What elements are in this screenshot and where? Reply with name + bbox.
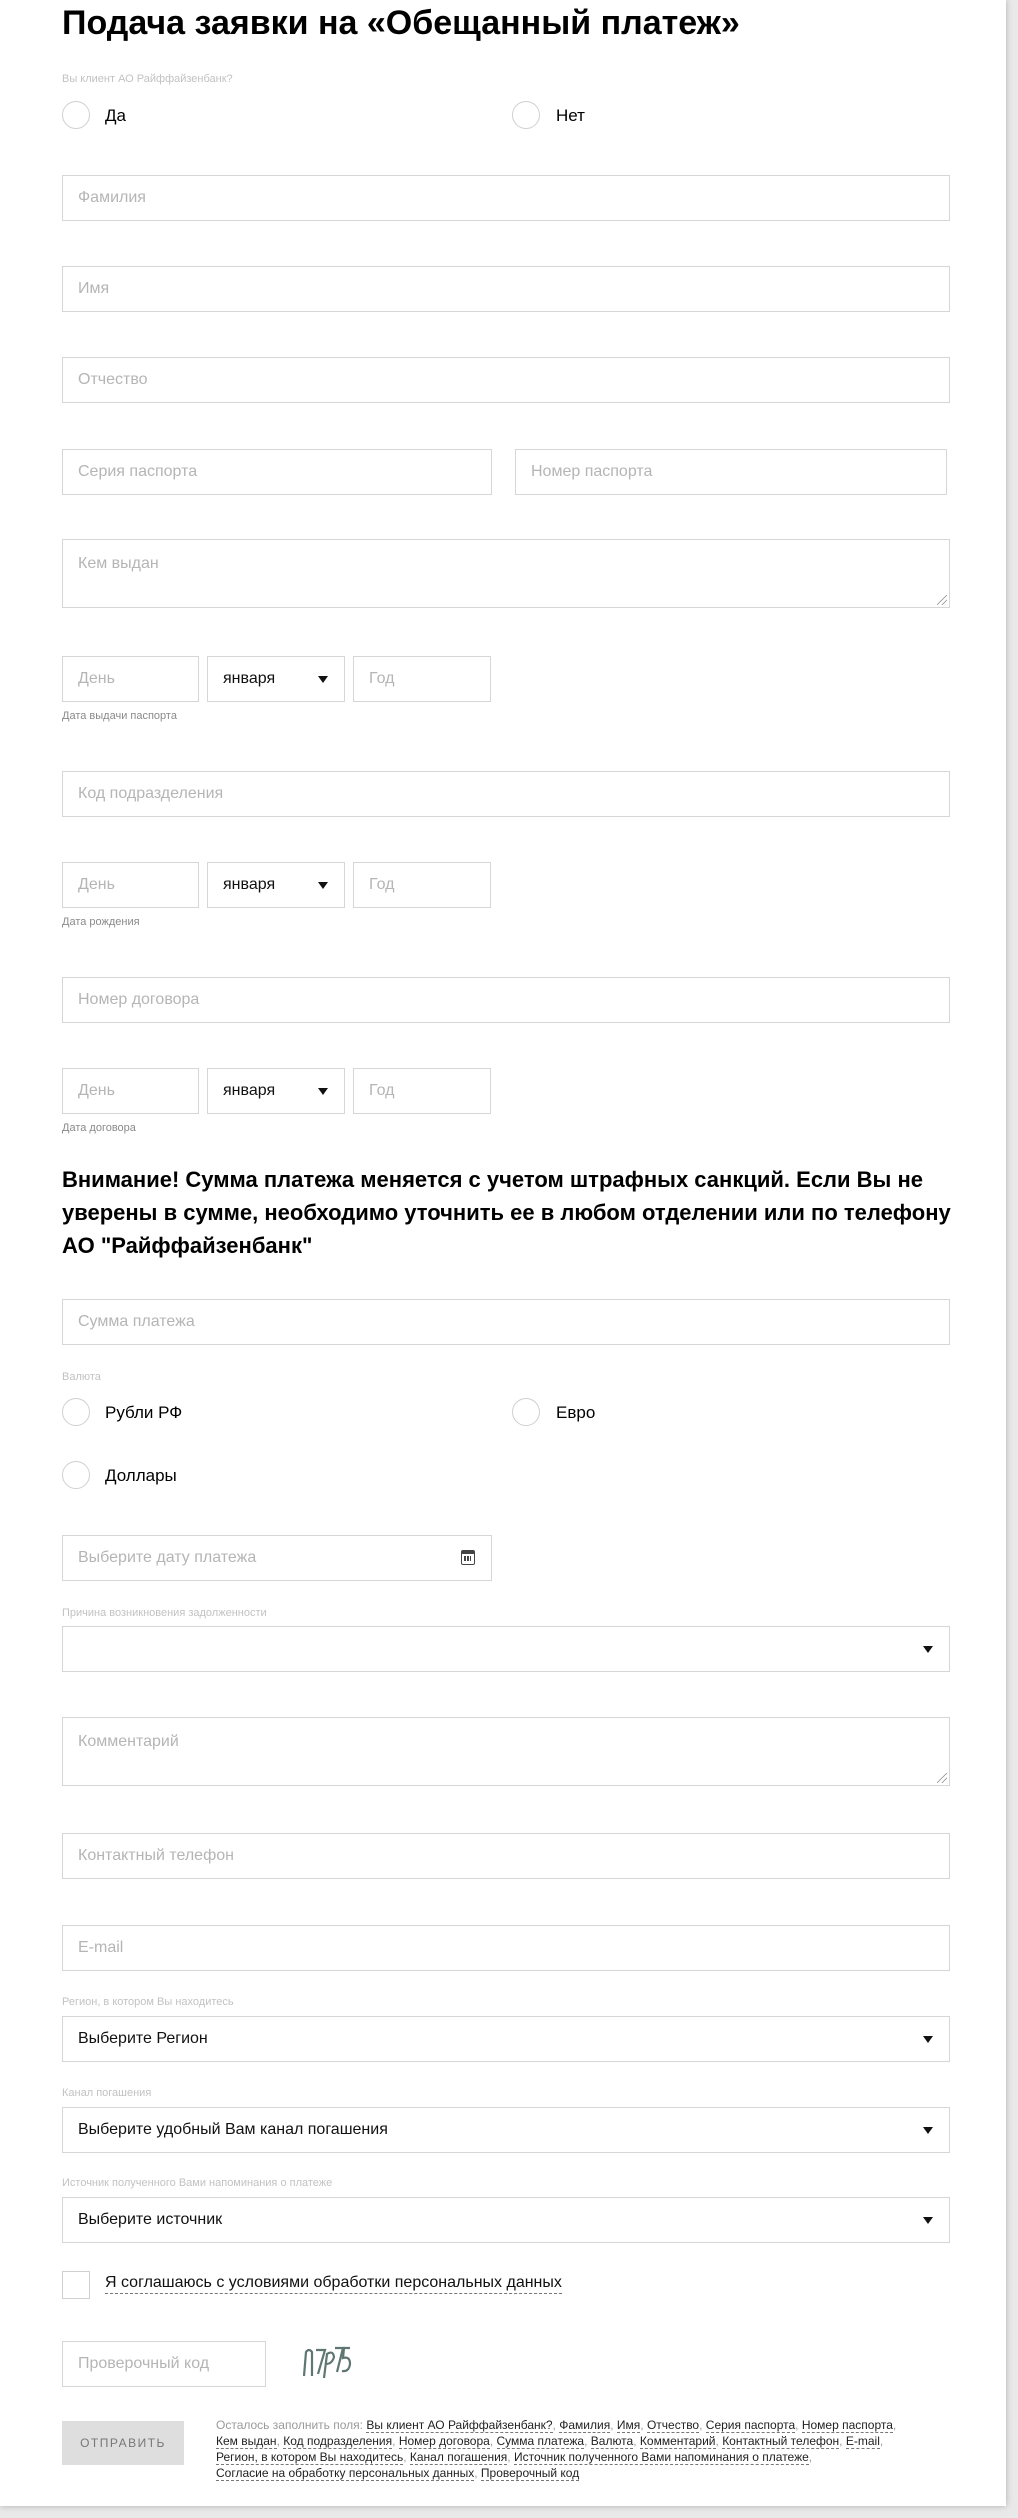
comment-placeholder: Комментарий [78, 1733, 179, 1750]
radio-currency-rub-label[interactable]: Рубли РФ [105, 1403, 183, 1422]
remaining-fields-list: Вы клиент АО Райффайзенбанк?, Фамилия, Имя, Отчество, Серия паспорта, Номер паспорта, Кем выдан, Код подразделения, Номер договора, Сумма платежа, Валюта, Комментарий, Контактный телефон, E-mail, Регион, в котором Вы находитесь, Канал погашения, Источник полученного Вами напоминания о платеже, Согласие на обработку персональных данных, Проверочный код [216, 2418, 897, 2480]
payment-date-placeholder: Выберите дату платежа [78, 1549, 257, 1566]
calendar-icon[interactable] [461, 1550, 475, 1565]
remaining-prefix: Осталось заполнить поля: [216, 2418, 364, 2432]
remaining-field-link[interactable]: Серия паспорта [705, 2418, 796, 2432]
remaining-field-link[interactable]: Источник полученного Вами напоминания о платеже [513, 2450, 809, 2464]
remaining-field-link[interactable]: Имя [616, 2418, 641, 2432]
remaining-field-link[interactable]: Фамилия [559, 2418, 611, 2432]
passport-issue-date-hint: Дата выдачи паспорта [62, 710, 177, 722]
contract-month-select[interactable] [207, 1068, 345, 1114]
consent-link[interactable]: Я соглашаюсь с условиями обработки персональных данных [105, 2274, 562, 2294]
radio-currency-rub[interactable] [62, 1398, 90, 1426]
passport-series-input[interactable]: Серия паспорта [62, 449, 492, 495]
contract-month-value: января [223, 1082, 276, 1099]
remaining-field-link[interactable]: Номер паспорта [801, 2418, 893, 2432]
remaining-field-link[interactable]: Номер договора [398, 2434, 490, 2448]
page-title: Подача заявки на «Обещанный платеж» [62, 4, 740, 42]
source-value: Выберите источник [78, 2211, 223, 2228]
issued-by-placeholder: Кем выдан [78, 555, 159, 572]
radio-currency-usd-label[interactable]: Доллары [105, 1466, 177, 1485]
email-input[interactable]: E-mail [62, 1925, 950, 1971]
submit-button[interactable]: ОТПРАВИТЬ [62, 2421, 184, 2465]
resize-handle-icon[interactable] [937, 595, 947, 605]
radio-client-yes[interactable] [62, 101, 90, 129]
chevron-down-icon [318, 1088, 328, 1095]
remaining-field-link[interactable]: Вы клиент АО Райффайзенбанк? [366, 2418, 553, 2432]
remaining-field-link[interactable]: Валюта [590, 2434, 634, 2448]
radio-currency-eur[interactable] [512, 1398, 540, 1426]
remaining-field-link[interactable]: Комментарий [639, 2434, 716, 2448]
consent-checkbox[interactable] [62, 2271, 90, 2299]
birth-day-input[interactable]: День [62, 862, 199, 908]
channel-value: Выберите удобный Вам канал погашения [78, 2121, 388, 2138]
debt-reason-label: Причина возникновения задолженности [62, 1607, 267, 1619]
chevron-down-icon [923, 1646, 933, 1653]
payment-warning: Внимание! Сумма платежа меняется с учетом штрафных санкций. Если Вы не уверены в сумме, необходимо уточнить ее в любом отделении или по телефону АО "Райффайзенбанк" [62, 1167, 951, 1258]
patronymic-input[interactable]: Отчество [62, 357, 950, 403]
chevron-down-icon [923, 2127, 933, 2134]
contract-day-input[interactable]: День [62, 1068, 199, 1114]
passport-issue-year-input[interactable]: Год [353, 656, 491, 702]
remaining-field-link[interactable]: E-mail [845, 2434, 880, 2448]
contract-year-input[interactable]: Год [353, 1068, 491, 1114]
radio-client-yes-label[interactable]: Да [105, 106, 126, 125]
captcha-image [300, 2338, 352, 2384]
contract-number-input[interactable]: Номер договора [62, 977, 950, 1023]
region-select[interactable] [62, 2016, 950, 2062]
channel-label: Канал погашения [62, 2087, 152, 2099]
phone-input[interactable]: Контактный телефон [62, 1833, 950, 1879]
birth-month-select[interactable] [207, 862, 345, 908]
region-label: Регион, в котором Вы находитесь [62, 1996, 234, 2008]
payment-date-input[interactable] [62, 1535, 492, 1581]
remaining-fields-note [216, 2417, 916, 2481]
chevron-down-icon [318, 676, 328, 683]
remaining-field-link[interactable]: Проверочный код [480, 2466, 580, 2480]
chevron-down-icon [318, 882, 328, 889]
birth-year-input[interactable]: Год [353, 862, 491, 908]
passport-issue-month-value: января [223, 670, 276, 687]
remaining-field-link[interactable]: Канал погашения [409, 2450, 508, 2464]
remaining-field-link[interactable]: Сумма платежа [496, 2434, 585, 2448]
source-label: Источник полученного Вами напоминания о платеже [62, 2177, 333, 2189]
issued-by-textarea[interactable] [62, 539, 950, 608]
source-select[interactable] [62, 2197, 950, 2243]
chevron-down-icon [923, 2036, 933, 2043]
channel-select[interactable] [62, 2107, 950, 2153]
remaining-field-link[interactable]: Согласие на обработку персональных данных [216, 2466, 475, 2480]
remaining-field-link[interactable]: Контактный телефон [722, 2434, 840, 2448]
resize-handle-icon[interactable] [937, 1773, 947, 1783]
chevron-down-icon [923, 2217, 933, 2224]
client-question-label: Вы клиент АО Райффайзенбанк? [62, 73, 233, 85]
captcha-input[interactable]: Проверочный код [62, 2341, 266, 2387]
comment-textarea[interactable] [62, 1717, 950, 1786]
remaining-field-link[interactable]: Кем выдан [216, 2434, 277, 2448]
radio-currency-usd[interactable] [62, 1461, 90, 1489]
radio-client-no[interactable] [512, 101, 540, 129]
contract-date-hint: Дата договора [62, 1122, 136, 1134]
first-name-input[interactable]: Имя [62, 266, 950, 312]
passport-issue-month-select[interactable] [207, 656, 345, 702]
currency-label: Валюта [62, 1371, 101, 1383]
birth-month-value: января [223, 876, 276, 893]
subdivision-code-input[interactable]: Код подразделения [62, 771, 950, 817]
remaining-field-link[interactable]: Отчество [646, 2418, 700, 2432]
last-name-input[interactable]: Фамилия [62, 175, 950, 221]
birth-date-hint: Дата рождения [62, 916, 140, 928]
remaining-field-link[interactable]: Код подразделения [283, 2434, 393, 2448]
passport-issue-day-input[interactable]: День [62, 656, 199, 702]
amount-input[interactable]: Сумма платежа [62, 1299, 950, 1345]
remaining-field-link[interactable]: Регион, в котором Вы находитесь [216, 2450, 404, 2464]
radio-client-no-label[interactable]: Нет [556, 106, 585, 125]
region-value: Выберите Регион [78, 2030, 208, 2047]
radio-currency-eur-label[interactable]: Евро [556, 1403, 596, 1422]
debt-reason-select[interactable] [62, 1626, 950, 1672]
passport-number-input[interactable]: Номер паспорта [515, 449, 947, 495]
